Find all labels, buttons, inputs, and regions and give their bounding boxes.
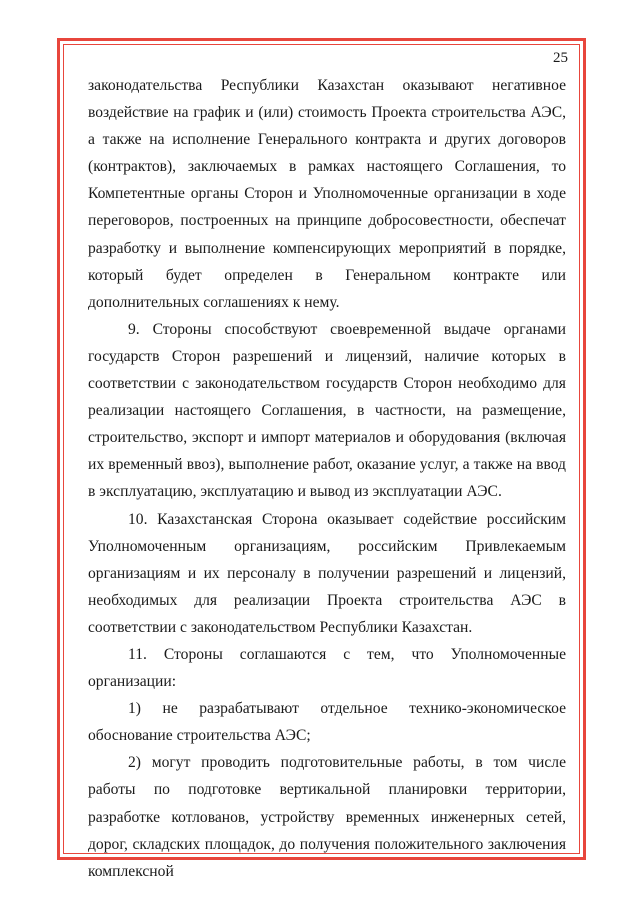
paragraph-item-10: 10. Казахстанская Сторона оказывает содействие российским Уполномоченным организациям, российским Привлекаемым организациям и их персоналу в получении разрешений и лицензий, необходимых для реализации Проекта строительства АЭС в соответствии с законодательством Республики Казахстан. bbox=[88, 510, 566, 636]
document-body bbox=[88, 72, 566, 885]
paragraph-continuation: законодательства Республики Казахстан оказывают негативное воздействие на график и (или) стоимость Проекта строительства АЭС, а также на исполнение Генерального контракта и других договоров (контрактов), заключаемых в рамках настоящего Соглашения, то Компетентные органы Сторон и Уполномоченные организации в ходе переговоров, построенных на принципе добросовестности, обеспечат разработку и выполнение компенсирующих мероприятий в порядке, который будет определен в Генеральном контракте или дополнительных соглашениях к нему. bbox=[88, 77, 566, 311]
page-number: 25 bbox=[553, 50, 568, 66]
paragraph-item-9: 9. Стороны способствуют своевременной выдаче органами государств Сторон разрешений и лицензий, наличие которых в соответствии с законодательством государств Сторон необходимо для реализации настоящего Соглашения, в частности, на размещение, строительство, экспорт и импорт материалов и оборудования (включая их временный ввоз), выполнение работ, оказание услуг, а также на ввод в эксплуатацию, эксплуатацию и вывод из эксплуатации АЭС. bbox=[88, 320, 566, 501]
subitem-1: 1) не разрабатывают отдельное технико-экономическое обоснование строительства АЭС; bbox=[88, 700, 566, 745]
paragraph-item-11: 11. Стороны соглашаются с тем, что Уполномоченные организации: bbox=[88, 645, 566, 691]
subitem-2: 2) могут проводить подготовительные работы, в том числе работы по подготовке вертикальной планировки территории, разработке котлованов, устройству временных инженерных сетей, дорог, складских площадок, до получения положительного заключения комплексной bbox=[88, 754, 566, 880]
